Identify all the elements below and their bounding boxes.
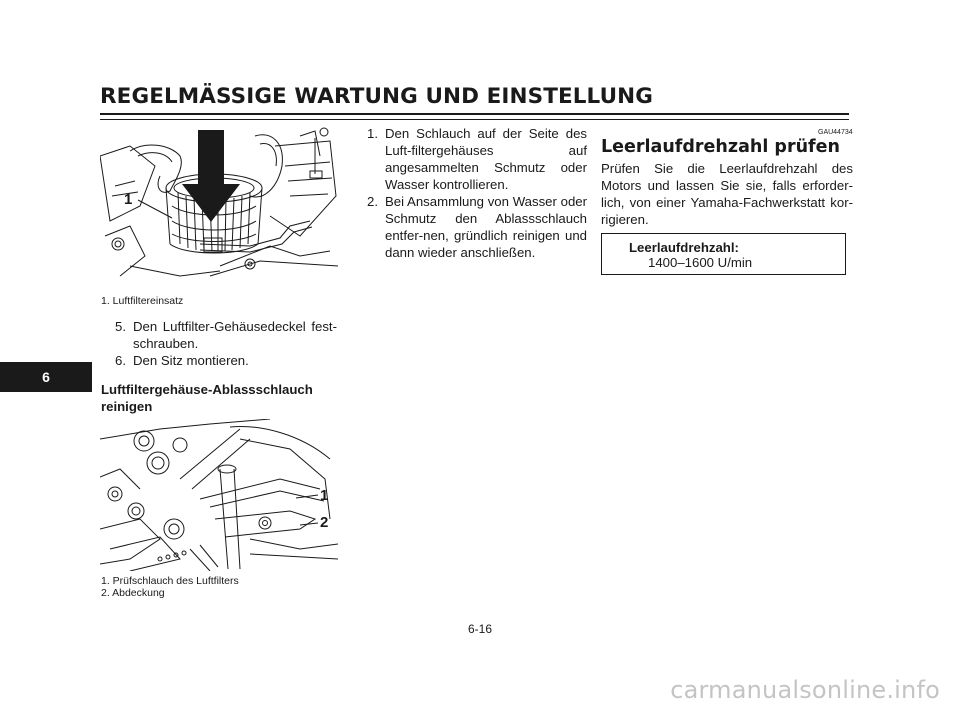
list-item-text: Den Schlauch auf der Seite des Luft-filtergehäuses auf angesammelten Schmutz oder Wasser kontrollieren.	[385, 126, 587, 192]
left-steps-list	[115, 318, 337, 369]
figure-drain-hose	[100, 419, 338, 571]
spec-label: Leerlaufdrehzahl:	[629, 240, 739, 255]
spec-box	[601, 233, 846, 275]
middle-steps-list	[367, 125, 587, 261]
header-rule	[100, 113, 849, 120]
drain-hose-illustration	[100, 419, 338, 571]
figure2-callout-1: 1	[320, 487, 329, 504]
section-code: GAU44734	[818, 129, 853, 136]
list-item	[367, 125, 587, 193]
section-heading: Leerlaufdrehzahl prüfen	[601, 137, 840, 157]
chapter-tab: 6	[0, 362, 92, 392]
page-header-title: REGELMÄSSIGE WARTUNG UND EINSTELLUNG	[100, 84, 653, 109]
list-item	[115, 352, 337, 369]
drain-hose-subheading: Luftfiltergehäuse-Ablassschlauch reinigen	[101, 382, 313, 414]
list-item-number: 1.	[367, 126, 378, 141]
figure1-caption-1: 1. Luftfiltereinsatz	[101, 295, 184, 307]
list-item-number: 2.	[367, 194, 378, 209]
list-item-number: 6.	[115, 353, 126, 368]
figure2-caption-2: 2. Abdeckung	[101, 587, 165, 599]
list-item-text: Den Luftfilter-Gehäusedeckel fest-schrauben.	[133, 319, 337, 351]
watermark: carmanualsonline.info	[670, 676, 940, 704]
list-item-text: Bei Ansammlung von Wasser oder Schmutz den Ablassschlauch entfer-nen, gründlich reinigen und dann wieder anschließen.	[385, 194, 587, 260]
figure2-callout-2: 2	[320, 514, 329, 531]
list-item-text: Den Sitz montieren.	[133, 353, 249, 368]
list-item	[367, 193, 587, 261]
figure2-caption-1: 1. Prüfschlauch des Luftfilters	[101, 575, 239, 587]
air-filter-illustration	[100, 126, 338, 286]
page-number: 6-16	[467, 622, 493, 636]
list-item	[115, 318, 337, 352]
list-item-number: 5.	[115, 319, 126, 334]
figure1-callout-1: 1	[124, 191, 133, 208]
spec-value: 1400–1600 U/min	[648, 255, 753, 270]
figure-air-filter	[100, 126, 338, 286]
section-paragraph: Prüfen Sie die Leerlaufdrehzahl des Motors und lassen Sie sie, falls erforder-lich, von einer Yamaha-Fachwerkstatt kor-rigieren.	[601, 161, 853, 227]
